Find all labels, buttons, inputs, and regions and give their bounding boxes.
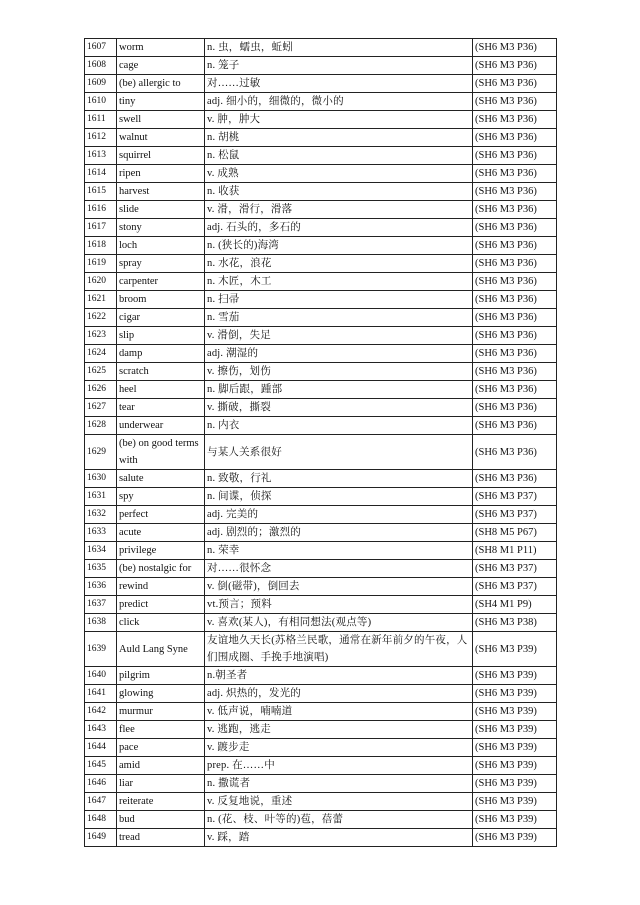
entry-number-cell: 1633 — [85, 524, 117, 542]
meaning-cell: v. 撕破，撕裂 — [205, 399, 473, 417]
vocabulary-table-body — [85, 39, 557, 847]
source-cell: (SH6 M3 P39) — [473, 685, 557, 703]
word-cell: (be) nostalgic for — [117, 560, 205, 578]
word-cell: worm — [117, 39, 205, 57]
source-cell: (SH6 M3 P36) — [473, 345, 557, 363]
entry-number-cell: 1644 — [85, 739, 117, 757]
table-row — [85, 578, 557, 596]
word-cell: bud — [117, 811, 205, 829]
table-row — [85, 470, 557, 488]
source-cell: (SH6 M3 P36) — [473, 470, 557, 488]
table-row — [85, 201, 557, 219]
meaning-cell: 对……很怀念 — [205, 560, 473, 578]
source-cell: (SH6 M3 P39) — [473, 811, 557, 829]
word-cell: loch — [117, 237, 205, 255]
word-cell: reiterate — [117, 793, 205, 811]
entry-number-cell: 1626 — [85, 381, 117, 399]
source-cell: (SH6 M3 P39) — [473, 632, 557, 667]
source-cell: (SH6 M3 P36) — [473, 75, 557, 93]
entry-number-cell: 1640 — [85, 667, 117, 685]
entry-number-cell: 1609 — [85, 75, 117, 93]
word-cell: perfect — [117, 506, 205, 524]
word-cell: spray — [117, 255, 205, 273]
source-cell: (SH6 M3 P39) — [473, 775, 557, 793]
entry-number-cell: 1636 — [85, 578, 117, 596]
meaning-cell: v. 成熟 — [205, 165, 473, 183]
meaning-cell: v. 肿，肿大 — [205, 111, 473, 129]
meaning-cell: n. (花、枝、叶等的)苞，蓓蕾 — [205, 811, 473, 829]
entry-number-cell: 1635 — [85, 560, 117, 578]
source-cell: (SH6 M3 P39) — [473, 757, 557, 775]
table-row — [85, 793, 557, 811]
source-cell: (SH6 M3 P39) — [473, 703, 557, 721]
table-row — [85, 685, 557, 703]
entry-number-cell: 1637 — [85, 596, 117, 614]
table-row — [85, 811, 557, 829]
table-row — [85, 327, 557, 345]
table-row — [85, 57, 557, 75]
table-row — [85, 309, 557, 327]
source-cell: (SH6 M3 P36) — [473, 39, 557, 57]
entry-number-cell: 1643 — [85, 721, 117, 739]
source-cell: (SH6 M3 P36) — [473, 435, 557, 470]
entry-number-cell: 1611 — [85, 111, 117, 129]
source-cell: (SH6 M3 P36) — [473, 309, 557, 327]
source-cell: (SH6 M3 P39) — [473, 793, 557, 811]
entry-number-cell: 1623 — [85, 327, 117, 345]
entry-number-cell: 1628 — [85, 417, 117, 435]
word-cell: salute — [117, 470, 205, 488]
table-row — [85, 488, 557, 506]
entry-number-cell: 1624 — [85, 345, 117, 363]
word-cell: acute — [117, 524, 205, 542]
table-row — [85, 757, 557, 775]
table-row — [85, 363, 557, 381]
table-row — [85, 596, 557, 614]
table-row — [85, 614, 557, 632]
word-cell: harvest — [117, 183, 205, 201]
word-cell: broom — [117, 291, 205, 309]
entry-number-cell: 1641 — [85, 685, 117, 703]
meaning-cell: adj. 细小的，细微的，微小的 — [205, 93, 473, 111]
source-cell: (SH8 M5 P67) — [473, 524, 557, 542]
word-cell: spy — [117, 488, 205, 506]
meaning-cell: v. 倒(磁带)，倒回去 — [205, 578, 473, 596]
word-cell: tiny — [117, 93, 205, 111]
table-row — [85, 721, 557, 739]
meaning-cell: n. 胡桃 — [205, 129, 473, 147]
entry-number-cell: 1612 — [85, 129, 117, 147]
entry-number-cell: 1620 — [85, 273, 117, 291]
meaning-cell: n.朝圣者 — [205, 667, 473, 685]
word-cell: slide — [117, 201, 205, 219]
source-cell: (SH6 M3 P37) — [473, 506, 557, 524]
entry-number-cell: 1634 — [85, 542, 117, 560]
meaning-cell: adj. 炽热的，发光的 — [205, 685, 473, 703]
meaning-cell: n. 松鼠 — [205, 147, 473, 165]
source-cell: (SH6 M3 P36) — [473, 273, 557, 291]
word-cell: stony — [117, 219, 205, 237]
table-row — [85, 111, 557, 129]
entry-number-cell: 1621 — [85, 291, 117, 309]
table-row — [85, 147, 557, 165]
entry-number-cell: 1618 — [85, 237, 117, 255]
table-row — [85, 39, 557, 57]
table-row — [85, 183, 557, 201]
source-cell: (SH6 M3 P38) — [473, 614, 557, 632]
table-row — [85, 273, 557, 291]
meaning-cell: v. 滑倒，失足 — [205, 327, 473, 345]
meaning-cell: n. 虫，蠕虫，蚯蚓 — [205, 39, 473, 57]
source-cell: (SH6 M3 P36) — [473, 219, 557, 237]
entry-number-cell: 1632 — [85, 506, 117, 524]
source-cell: (SH6 M3 P36) — [473, 291, 557, 309]
entry-number-cell: 1648 — [85, 811, 117, 829]
source-cell: (SH6 M3 P36) — [473, 129, 557, 147]
source-cell: (SH6 M3 P36) — [473, 165, 557, 183]
word-cell: ripen — [117, 165, 205, 183]
entry-number-cell: 1630 — [85, 470, 117, 488]
meaning-cell: v. 反复地说，重述 — [205, 793, 473, 811]
word-cell: walnut — [117, 129, 205, 147]
meaning-cell: n. 间谍，侦探 — [205, 488, 473, 506]
source-cell: (SH6 M3 P39) — [473, 721, 557, 739]
table-row — [85, 75, 557, 93]
source-cell: (SH6 M3 P39) — [473, 667, 557, 685]
meaning-cell: 友谊地久天长(苏格兰民歌，通常在新年前夕的午夜，人们围成圈、手挽手地演唱) — [205, 632, 473, 667]
source-cell: (SH6 M3 P36) — [473, 327, 557, 345]
word-cell: click — [117, 614, 205, 632]
meaning-cell: n. 内衣 — [205, 417, 473, 435]
meaning-cell: n. 致敬，行礼 — [205, 470, 473, 488]
entry-number-cell: 1631 — [85, 488, 117, 506]
word-cell: rewind — [117, 578, 205, 596]
meaning-cell: v. 喜欢(某人)，有相同想法(观点等) — [205, 614, 473, 632]
table-row — [85, 703, 557, 721]
source-cell: (SH6 M3 P36) — [473, 417, 557, 435]
source-cell: (SH8 M1 P11) — [473, 542, 557, 560]
table-row — [85, 165, 557, 183]
table-row — [85, 524, 557, 542]
meaning-cell: n. 木匠，木工 — [205, 273, 473, 291]
entry-number-cell: 1610 — [85, 93, 117, 111]
meaning-cell: v. 踱步走 — [205, 739, 473, 757]
word-cell: carpenter — [117, 273, 205, 291]
word-cell: slip — [117, 327, 205, 345]
table-row — [85, 739, 557, 757]
table-row — [85, 632, 557, 667]
word-cell: predict — [117, 596, 205, 614]
entry-number-cell: 1627 — [85, 399, 117, 417]
source-cell: (SH6 M3 P36) — [473, 183, 557, 201]
word-cell: cage — [117, 57, 205, 75]
meaning-cell: vt.预言；预料 — [205, 596, 473, 614]
meaning-cell: v. 低声说，喃喃道 — [205, 703, 473, 721]
table-row — [85, 829, 557, 847]
word-cell: swell — [117, 111, 205, 129]
table-row — [85, 93, 557, 111]
word-cell: heel — [117, 381, 205, 399]
meaning-cell: v. 踩，踏 — [205, 829, 473, 847]
table-row — [85, 506, 557, 524]
meaning-cell: 对……过敏 — [205, 75, 473, 93]
table-row — [85, 381, 557, 399]
source-cell: (SH6 M3 P36) — [473, 363, 557, 381]
entry-number-cell: 1608 — [85, 57, 117, 75]
word-cell: underwear — [117, 417, 205, 435]
entry-number-cell: 1607 — [85, 39, 117, 57]
meaning-cell: n. 扫帚 — [205, 291, 473, 309]
source-cell: (SH6 M3 P36) — [473, 381, 557, 399]
meaning-cell: adj. 潮湿的 — [205, 345, 473, 363]
table-row — [85, 291, 557, 309]
meaning-cell: n. 笼子 — [205, 57, 473, 75]
meaning-cell: n. (狭长的)海湾 — [205, 237, 473, 255]
word-cell: tear — [117, 399, 205, 417]
table-row — [85, 345, 557, 363]
entry-number-cell: 1614 — [85, 165, 117, 183]
entry-number-cell: 1616 — [85, 201, 117, 219]
entry-number-cell: 1642 — [85, 703, 117, 721]
source-cell: (SH6 M3 P37) — [473, 578, 557, 596]
meaning-cell: v. 滑，滑行，滑落 — [205, 201, 473, 219]
table-row — [85, 219, 557, 237]
source-cell: (SH6 M3 P36) — [473, 93, 557, 111]
meaning-cell: adj. 剧烈的；激烈的 — [205, 524, 473, 542]
entry-number-cell: 1617 — [85, 219, 117, 237]
meaning-cell: n. 撒谎者 — [205, 775, 473, 793]
meaning-cell: n. 荣幸 — [205, 542, 473, 560]
source-cell: (SH6 M3 P39) — [473, 829, 557, 847]
source-cell: (SH6 M3 P36) — [473, 147, 557, 165]
meaning-cell: prep. 在……中 — [205, 757, 473, 775]
source-cell: (SH6 M3 P36) — [473, 111, 557, 129]
meaning-cell: n. 水花，浪花 — [205, 255, 473, 273]
word-cell: amid — [117, 757, 205, 775]
entry-number-cell: 1615 — [85, 183, 117, 201]
word-cell: pilgrim — [117, 667, 205, 685]
source-cell: (SH6 M3 P39) — [473, 739, 557, 757]
word-cell: (be) allergic to — [117, 75, 205, 93]
meaning-cell: v. 逃跑，逃走 — [205, 721, 473, 739]
meaning-cell: n. 脚后跟，踵部 — [205, 381, 473, 399]
source-cell: (SH4 M1 P9) — [473, 596, 557, 614]
entry-number-cell: 1647 — [85, 793, 117, 811]
table-row — [85, 667, 557, 685]
entry-number-cell: 1625 — [85, 363, 117, 381]
word-cell: privilege — [117, 542, 205, 560]
meaning-cell: adj. 完美的 — [205, 506, 473, 524]
table-row — [85, 399, 557, 417]
meaning-cell: 与某人关系很好 — [205, 435, 473, 470]
word-cell: cigar — [117, 309, 205, 327]
source-cell: (SH6 M3 P37) — [473, 488, 557, 506]
entry-number-cell: 1619 — [85, 255, 117, 273]
table-row — [85, 775, 557, 793]
entry-number-cell: 1613 — [85, 147, 117, 165]
source-cell: (SH6 M3 P36) — [473, 237, 557, 255]
entry-number-cell: 1639 — [85, 632, 117, 667]
entry-number-cell: 1638 — [85, 614, 117, 632]
word-cell: liar — [117, 775, 205, 793]
meaning-cell: n. 收获 — [205, 183, 473, 201]
meaning-cell: n. 雪茄 — [205, 309, 473, 327]
word-cell: tread — [117, 829, 205, 847]
source-cell: (SH6 M3 P36) — [473, 255, 557, 273]
word-cell: pace — [117, 739, 205, 757]
entry-number-cell: 1649 — [85, 829, 117, 847]
word-cell: glowing — [117, 685, 205, 703]
entry-number-cell: 1646 — [85, 775, 117, 793]
meaning-cell: v. 擦伤，划伤 — [205, 363, 473, 381]
entry-number-cell: 1629 — [85, 435, 117, 470]
word-cell: murmur — [117, 703, 205, 721]
word-cell: (be) on good terms with — [117, 435, 205, 470]
word-cell: squirrel — [117, 147, 205, 165]
word-cell: damp — [117, 345, 205, 363]
meaning-cell: adj. 石头的，多石的 — [205, 219, 473, 237]
source-cell: (SH6 M3 P36) — [473, 201, 557, 219]
table-row — [85, 542, 557, 560]
table-row — [85, 129, 557, 147]
table-row — [85, 237, 557, 255]
table-row — [85, 255, 557, 273]
word-cell: flee — [117, 721, 205, 739]
source-cell: (SH6 M3 P36) — [473, 57, 557, 75]
table-row — [85, 560, 557, 578]
source-cell: (SH6 M3 P36) — [473, 399, 557, 417]
vocabulary-table — [84, 38, 557, 847]
entry-number-cell: 1645 — [85, 757, 117, 775]
source-cell: (SH6 M3 P37) — [473, 560, 557, 578]
table-row — [85, 417, 557, 435]
table-row — [85, 435, 557, 470]
entry-number-cell: 1622 — [85, 309, 117, 327]
word-cell: Auld Lang Syne — [117, 632, 205, 667]
word-cell: scratch — [117, 363, 205, 381]
